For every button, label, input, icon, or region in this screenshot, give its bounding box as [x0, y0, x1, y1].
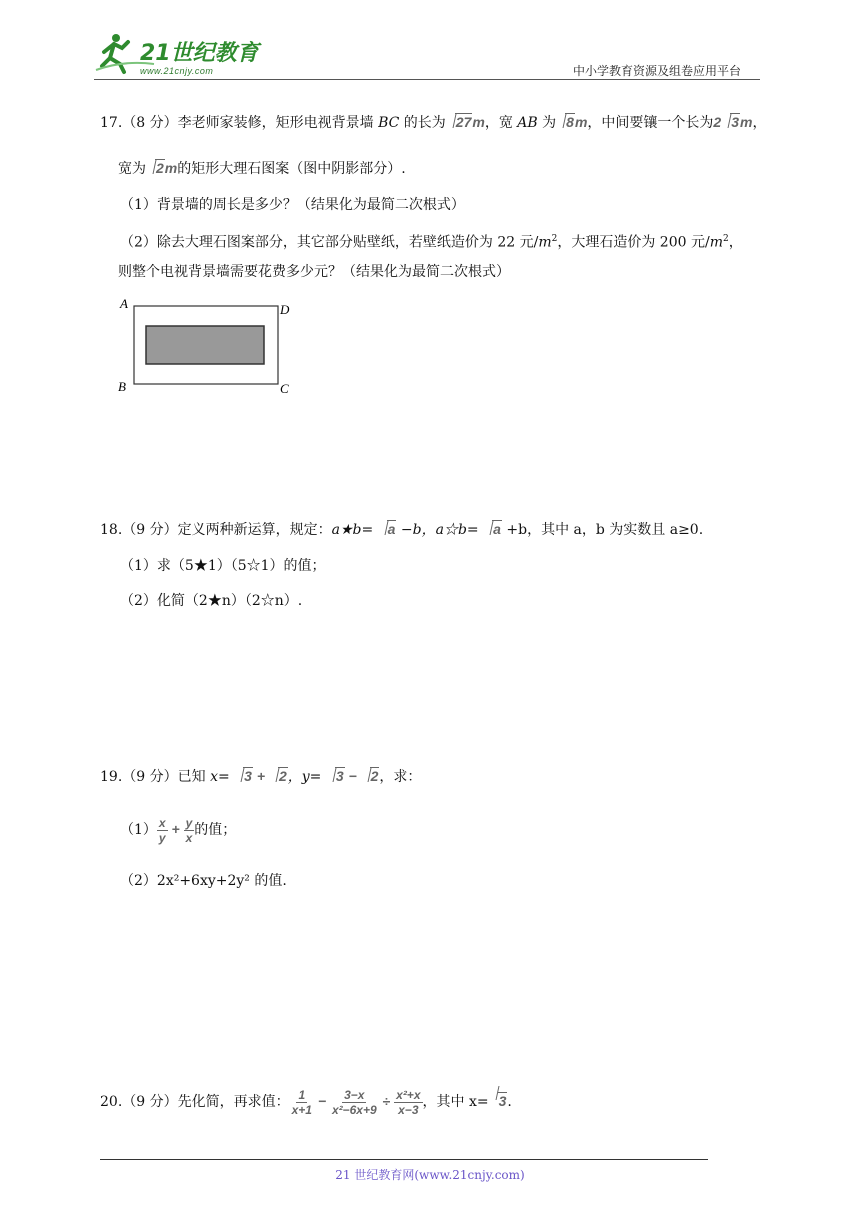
header-divider [94, 79, 760, 80]
q18-part2: （2）化简（2★n）（2☆n）. [120, 593, 303, 609]
label-a: A [120, 296, 128, 311]
logo-site-url: www.21cnjy.com [140, 66, 214, 76]
sqrt-27m: 27m [446, 112, 485, 132]
sqrt-3m: 3m [721, 112, 752, 132]
footer-link[interactable]: 21 世纪教育网(www.21cnjy.com) [335, 1168, 525, 1182]
q17-text-g: 宽为 [118, 161, 146, 177]
marble-rect [146, 326, 264, 364]
coef-2: 2 [713, 114, 722, 130]
q17-bc: BC [378, 115, 400, 131]
q17-part2-cont: 则整个电视背景墙需要花费多少元？（结果化为最简二次根式） [118, 264, 510, 280]
sqrt-2m: 2m [146, 158, 177, 178]
logo-text: 21世纪教育 [140, 41, 259, 66]
wall-diagram [114, 292, 304, 402]
comma: ， [752, 115, 767, 131]
q19-part1: （1） $\frac{x}{y}$ + $\frac{y}{x}$ 的值； [120, 815, 237, 845]
sqrt-8m: 8m [556, 112, 587, 132]
q17-text-d: 为 [537, 115, 557, 131]
q17-ab: AB [517, 115, 538, 131]
q17-text-a: 17.（8 分）李老师家装修，矩形电视背景墙 [100, 115, 379, 131]
q17-text-b: 的长为 [399, 115, 446, 131]
label-b: B [118, 379, 126, 394]
frac-2: $\frac{3-x}{\text{x²−6x+9}}$ [331, 1087, 377, 1117]
q17-text-h: 的矩形大理石图案（图中阴影部分）. [177, 161, 406, 177]
q19-stem: 19.（9 分）已知 x= 3 + 2，y= 3 − 2，求： [100, 768, 422, 785]
q17-stem [100, 112, 766, 133]
q17-part1: （1）背景墙的周长是多少？（结果化为最简二次根式） [120, 197, 465, 213]
q18-part1: （1）求（5★1）（5☆1）的值； [120, 558, 326, 574]
frac-1: $\frac{1}{x+1}$ [291, 1087, 312, 1117]
label-d: D [280, 302, 290, 317]
frac-3: $\frac{\text{x²+x}}{x-3}$ [396, 1087, 421, 1117]
q19-part2: （2）2x²+6xy+2y² 的值. [120, 873, 287, 889]
label-c: C [280, 381, 289, 396]
q17-stem-2 [118, 158, 406, 179]
frac-x-over-y: $\frac{x}{y}$ [158, 815, 166, 845]
q17-part2: （2）除去大理石图案部分，其它部分贴壁纸，若壁纸造价为 22 元$/m^2$，大理石造价为 200 元$/m^2$， [120, 234, 743, 251]
q17-text-c: ，宽 [484, 115, 518, 131]
platform-title: 中小学教育资源及组卷应用平台 [573, 64, 742, 78]
q18-stem: 18.（9 分）定义两种新运算，规定：a★b= a −b，a☆b= a +b，其中 a，b 为实数且 a≥0. [100, 521, 704, 538]
q17-text-e: ，中间要镶一个长为 [587, 115, 714, 131]
sqrt-a: a [378, 519, 397, 539]
footer-divider [100, 1159, 708, 1160]
q20-stem: 20.（9 分）先化简，再求值： $\frac{1}{x+1}$ − $\frac{3-x}{\text{x²−6x+9}}$ ÷ $\frac{\text{x²+x}}{x-3}$ ，其中 x= 3. [100, 1084, 512, 1119]
frac-y-over-x: $\frac{y}{x}$ [185, 815, 193, 845]
sqrt-a-2: a [483, 519, 502, 539]
